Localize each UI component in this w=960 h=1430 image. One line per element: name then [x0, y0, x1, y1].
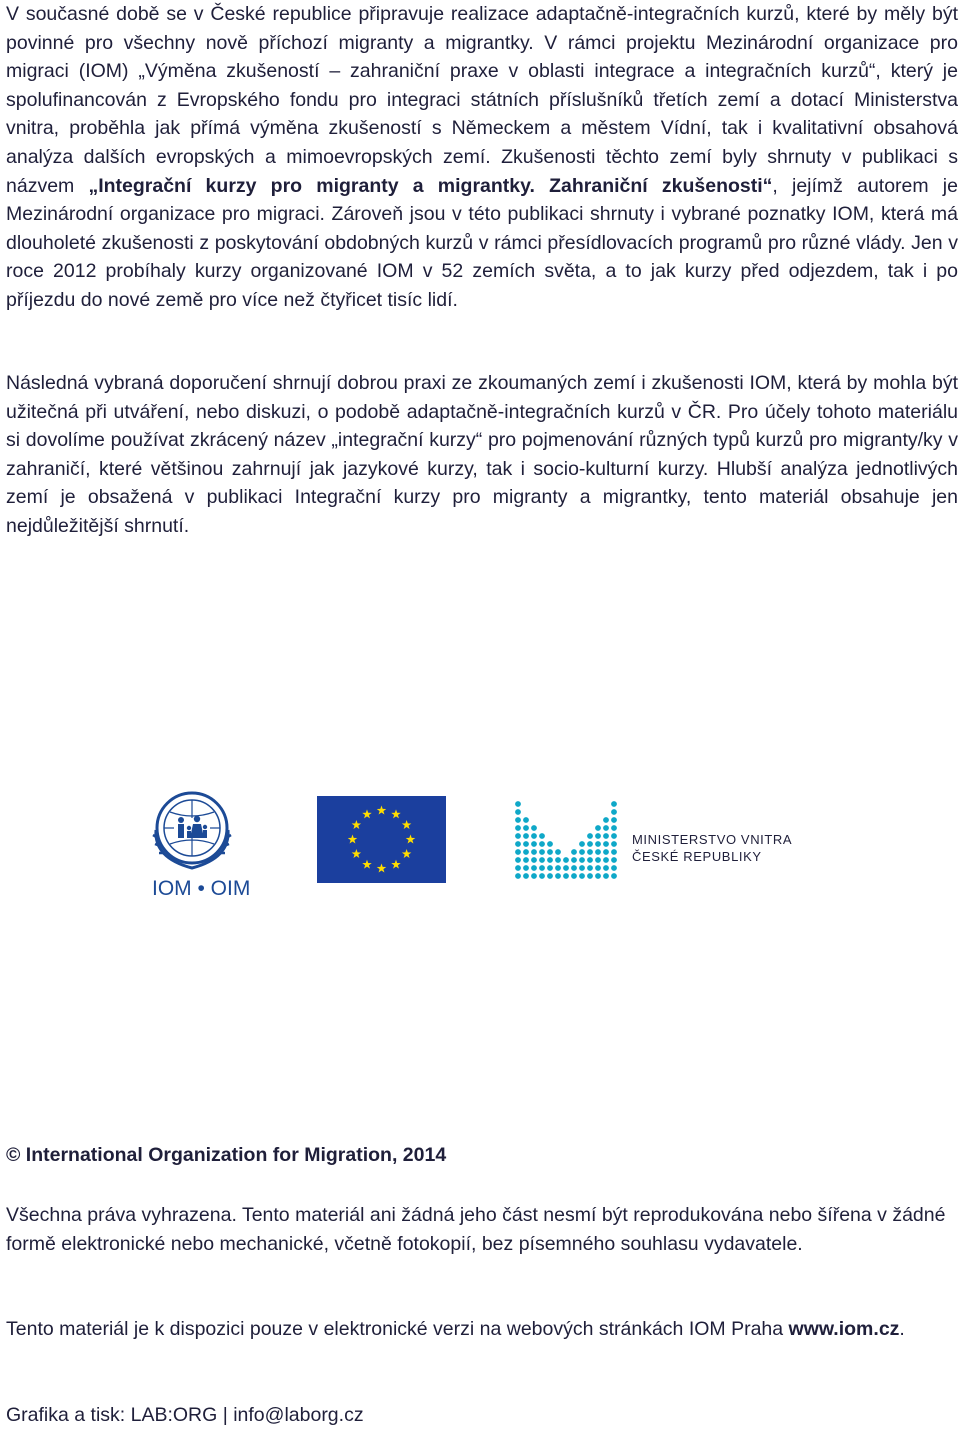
ministry-dot [579, 849, 585, 855]
ministry-dot [515, 873, 521, 879]
ministry-dot [531, 865, 537, 871]
availability-text: Tento materiál je k dispozici pouze v elektronické verzi na webových stránkách IOM Praha [6, 1318, 789, 1340]
ministry-dot [523, 841, 529, 847]
ministry-dot [603, 865, 609, 871]
ministry-dot [579, 865, 585, 871]
ministry-dot [515, 817, 521, 823]
ministry-dot [587, 857, 593, 863]
ministry-dot [523, 873, 529, 879]
ministry-dot [587, 873, 593, 879]
eu-stars-icon [317, 796, 446, 883]
ministry-dot [539, 873, 545, 879]
ministry-dot [523, 849, 529, 855]
ministry-dot [611, 817, 617, 823]
ministry-dot [563, 865, 569, 871]
ministry-dot [515, 849, 521, 855]
ministry-dot [587, 865, 593, 871]
ministry-dot [587, 833, 593, 839]
rights-reserved: Všechna práva vyhrazena. Tento materiál ani žádná jeho část nesmí být reprodukována nebo šířena v žádné formě elektronické nebo mechanické, včetně fotokopií, bez písemného souhlasu vydavatele. [6, 1204, 946, 1255]
ministry-dot [563, 873, 569, 879]
ministry-dot [539, 857, 545, 863]
ministry-dot [515, 833, 521, 839]
publication-title: „Integrační kurzy pro migranty a migrantky. Zahraniční zkušenosti“ [88, 174, 773, 197]
ministry-dot [603, 833, 609, 839]
ministry-dot [523, 833, 529, 839]
iom-website-link[interactable]: www.iom.cz [788, 1318, 900, 1340]
ministry-dot [563, 857, 569, 863]
ministry-dot [595, 865, 601, 871]
ministry-dot [523, 865, 529, 871]
ministry-dot [523, 857, 529, 863]
ministry-dot [547, 857, 553, 863]
ministry-dot [523, 817, 529, 823]
ministry-dot [539, 841, 545, 847]
ministry-dot [515, 801, 521, 807]
ministry-dot [547, 873, 553, 879]
ministry-dot [515, 841, 521, 847]
ministry-name-line1: MINISTERSTVO VNITRA [632, 832, 793, 847]
ministry-dot [611, 833, 617, 839]
ministry-dot [571, 857, 577, 863]
ministry-dot [587, 849, 593, 855]
ministry-dot [555, 849, 561, 855]
iom-emblem-icon [152, 790, 266, 902]
intro-paragraph-2: Následná vybraná doporučení shrnují dobrou praxi ze zkoumaných zemí i zkušenosti IOM, která by mohla být užitečná při utváření, nebo diskuzi, o podobě adaptačně-integračních kurzů v ČR. Pro účely tohoto materiálu si dovolíme používat zkrácený název „integrační kurzy“ pro pojmenování různých typů kurzů pro migranty/ky v zahraničí, které většinou zahrnují jak jazykové kurzy, tak i socio-kulturní kurzy. Hlubší analýza jednotlivých zemí je obsažená v publikaci Integrační kurzy pro migranty a migrantky, tento materiál obsahuje jen nejdůležitější shrnutí. [6, 372, 958, 537]
ministry-logo [514, 800, 804, 884]
ministry-dot [595, 841, 601, 847]
ministry-dot [531, 849, 537, 855]
ministry-dot [611, 801, 617, 807]
intro-text-end: , jejímž autorem je Mezinárodní organizace pro migraci. Zároveň jsou v této publikaci shrnuty i vybrané poznatky IOM, která má dlouholeté zkušenosti z poskytování obdobných kurzů v rámci přesídlovacích programů pro různé vlády. Jen v roce 2012 probíhaly kurzy organizované IOM v 52 zemích světa, a to jak kurzy před odjezdem, tak i po příjezdu do nové země pro více než čtyřicet tisíc lidí. [6, 174, 958, 311]
ministry-dot [595, 833, 601, 839]
ministry-dot [515, 825, 521, 831]
ministry-dot [603, 817, 609, 823]
ministry-dot [579, 873, 585, 879]
ministry-dot [611, 809, 617, 815]
ministry-dot [531, 857, 537, 863]
ministry-dot [531, 841, 537, 847]
ministry-dot [603, 849, 609, 855]
ministry-dot [547, 865, 553, 871]
intro-text-start: V současné době se v České republice připravuje realizace adaptačně-integračních kurzů, které by měly být povinné pro všechny nově příchozí migranty a migrantky. V rámci projektu Mezinárodní organizace pro migraci (IOM) „Výměna zkušeností – zahraniční praxe v oblasti integrace a integračních kurzů“, který je spolufinancován z Evropského fondu pro integraci státních příslušníků třetích zemí a dotací Ministerstva vnitra, proběhla jak přímá výměna zkušeností s Německem a městem Vídní, tak i kvalitativní obsahová analýza dalších evropských a mimoevropských zemí. Zkušenosti těchto zemí byly shrnuty v publikaci s názvem [6, 3, 958, 197]
intro-paragraph-1 [6, 0, 958, 315]
ministry-dot [539, 865, 545, 871]
ministry-dot [555, 865, 561, 871]
ministry-dot [611, 865, 617, 871]
ministry-dot [611, 857, 617, 863]
ministry-dot [595, 825, 601, 831]
eu-flag [317, 796, 446, 883]
ministry-dots-icon [514, 800, 804, 884]
ministry-dot [571, 865, 577, 871]
ministry-dot [531, 833, 537, 839]
ministry-dot [555, 873, 561, 879]
ministry-dot [611, 841, 617, 847]
ministry-dot [611, 849, 617, 855]
ministry-dot [547, 849, 553, 855]
ministry-dot [603, 857, 609, 863]
ministry-dot [579, 841, 585, 847]
ministry-dot [555, 857, 561, 863]
ministry-dot [523, 825, 529, 831]
ministry-dot [547, 841, 553, 847]
iom-caption: IOM • OIM [152, 877, 251, 900]
ministry-dot [587, 841, 593, 847]
ministry-dot [539, 833, 545, 839]
graphics-credit: Grafika a tisk: LAB:ORG | info@laborg.cz [6, 1404, 364, 1426]
ministry-dot [531, 825, 537, 831]
ministry-dot [603, 841, 609, 847]
ministry-dot [595, 849, 601, 855]
ministry-dot [539, 849, 545, 855]
copyright-notice: © International Organization for Migration, 2014 [6, 1144, 447, 1166]
ministry-dot [603, 825, 609, 831]
ministry-dot [515, 809, 521, 815]
ministry-dot [595, 857, 601, 863]
ministry-dot [515, 857, 521, 863]
ministry-dot [515, 865, 521, 871]
ministry-dot [595, 873, 601, 879]
ministry-dot [579, 857, 585, 863]
ministry-name-line2: ČESKÉ REPUBLIKY [632, 849, 762, 864]
ministry-dot [571, 873, 577, 879]
availability-note: Tento materiál je k dispozici pouze v elektronické verzi na webových stránkách IOM Praha www.iom.cz. [6, 1318, 905, 1340]
ministry-dot [611, 825, 617, 831]
ministry-dot [611, 873, 617, 879]
ministry-dot [571, 849, 577, 855]
iom-logo [152, 790, 266, 902]
ministry-dot [603, 873, 609, 879]
ministry-dot [531, 873, 537, 879]
